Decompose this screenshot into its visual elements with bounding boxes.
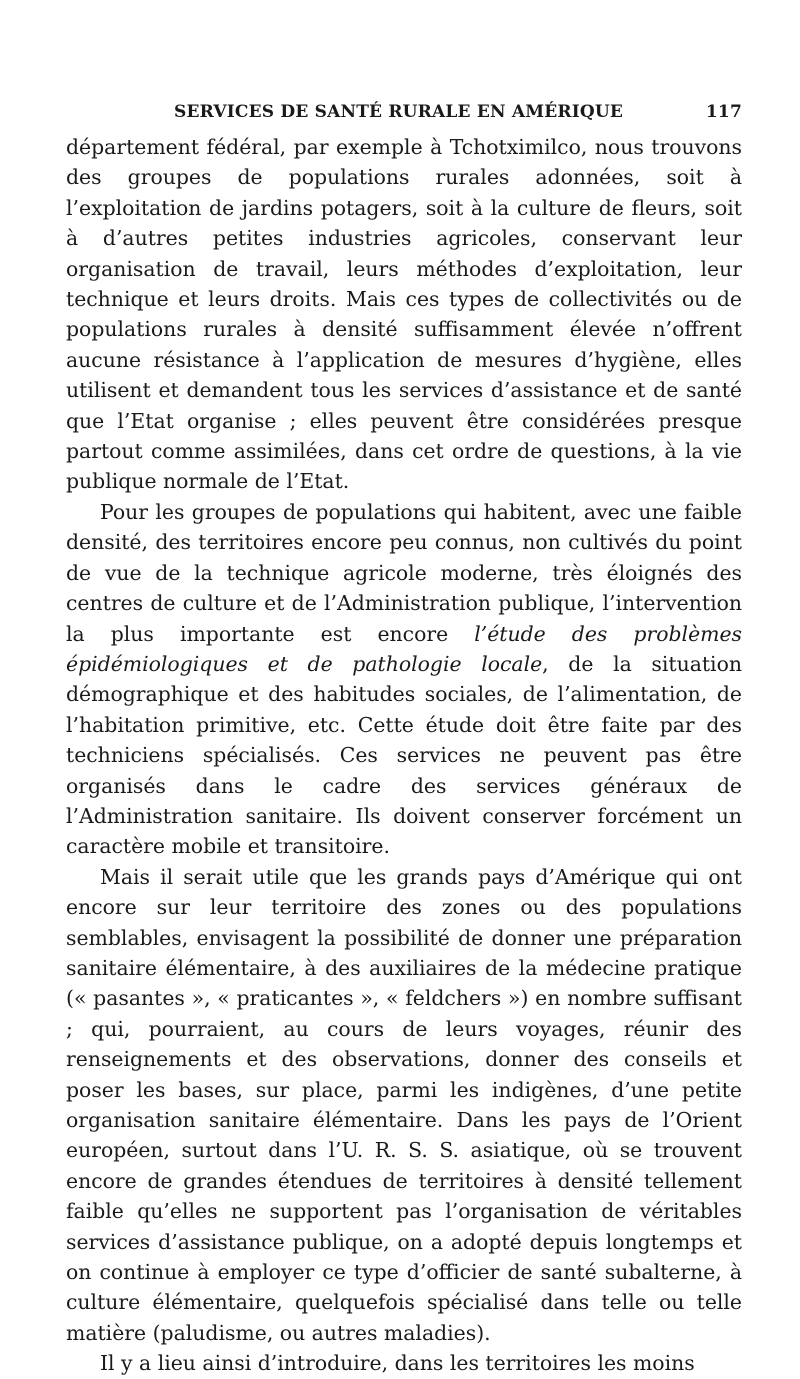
paragraph-2-text-before: Pour les groupes de populations qui habitent, avec une faible densité, des territoires encore peu connus, non cultivés du point de vue de la technique agricole moderne, très éloignés des centres de culture et de l’Administration publique, l’intervention la plus importante est encore bbox=[66, 499, 742, 646]
paragraph-4: Il y a lieu ainsi d’introduire, dans les territoires les moins bbox=[100, 1351, 695, 1376]
running-title: SERVICES DE SANTÉ RURALE EN AMÉRIQUE bbox=[174, 102, 624, 122]
paragraph-2-emphasis: l’étude des problèmes épidémiologiques et de pathologie locale bbox=[66, 621, 743, 676]
paragraph-1: département fédéral, par exemple à Tchotximilco, nous trouvons des groupes de populations rurales adonnées, soit à l’exploitation de jardins potagers, soit à la culture de fleurs, soit à d’autres petites industries agricoles, conservant leur organisation de travail, leurs méthodes d’exploitation, leur technique et leurs droits. Mais ces types de collectivités ou de populations rurales à densité suffisamment élevée n’offrent aucune résistance à l’application de mesures d’hygiène, elles utilisent et demandent tous les services d’assistance et de santé que l’Etat organise ; elles peuvent être considérées presque partout comme assimilées, dans cet ordre de questions, à la vie publique normale de l’Etat. bbox=[66, 135, 742, 494]
paragraph-2-text-after: , de la situation démographique et des habitudes sociales, de l’alimentation, de l’habitation primitive, etc. Cette étude doit être faite par des techniciens spécialisés. Ces services ne peuvent pas être organisés dans le cadre des services généraux de l’Administration sanitaire. Ils doivent conserver forcément un caractère mobile et transitoire. bbox=[66, 651, 742, 859]
paragraph-3: Mais il serait utile que les grands pays d’Amérique qui ont encore sur leur territoire des zones ou des populations semblables, envisagent la possibilité de donner une préparation sanitaire élémentaire, à des auxiliaires de la médecine pratique (« pasantes », « praticantes », « feldchers ») en nombre suffisant ; qui, pourraient, au cours de leurs voyages, réunir des renseignements et des observations, donner des conseils et poser les bases, sur place, parmi les indigènes, d’une petite organisation sanitaire élémentaire. Dans les pays de l’Orient européen, surtout dans l’U. R. S. S. asiatique, où se trouvent encore de grandes étendues de territoires à densité tellement faible qu’elles ne supportent pas l’organisation de véritables services d’assistance publique, on a adopté depuis longtemps et on continue à employer ce type d’officier de santé subalterne, à culture élémentaire, quelquefois spécialisé dans telle ou telle matière (paludisme, ou autres maladies). bbox=[66, 864, 742, 1345]
paragraph-2 bbox=[66, 497, 742, 862]
body-text bbox=[66, 132, 742, 1379]
page-number: 117 bbox=[705, 102, 742, 122]
document-page bbox=[66, 96, 742, 1379]
running-header bbox=[66, 96, 742, 132]
